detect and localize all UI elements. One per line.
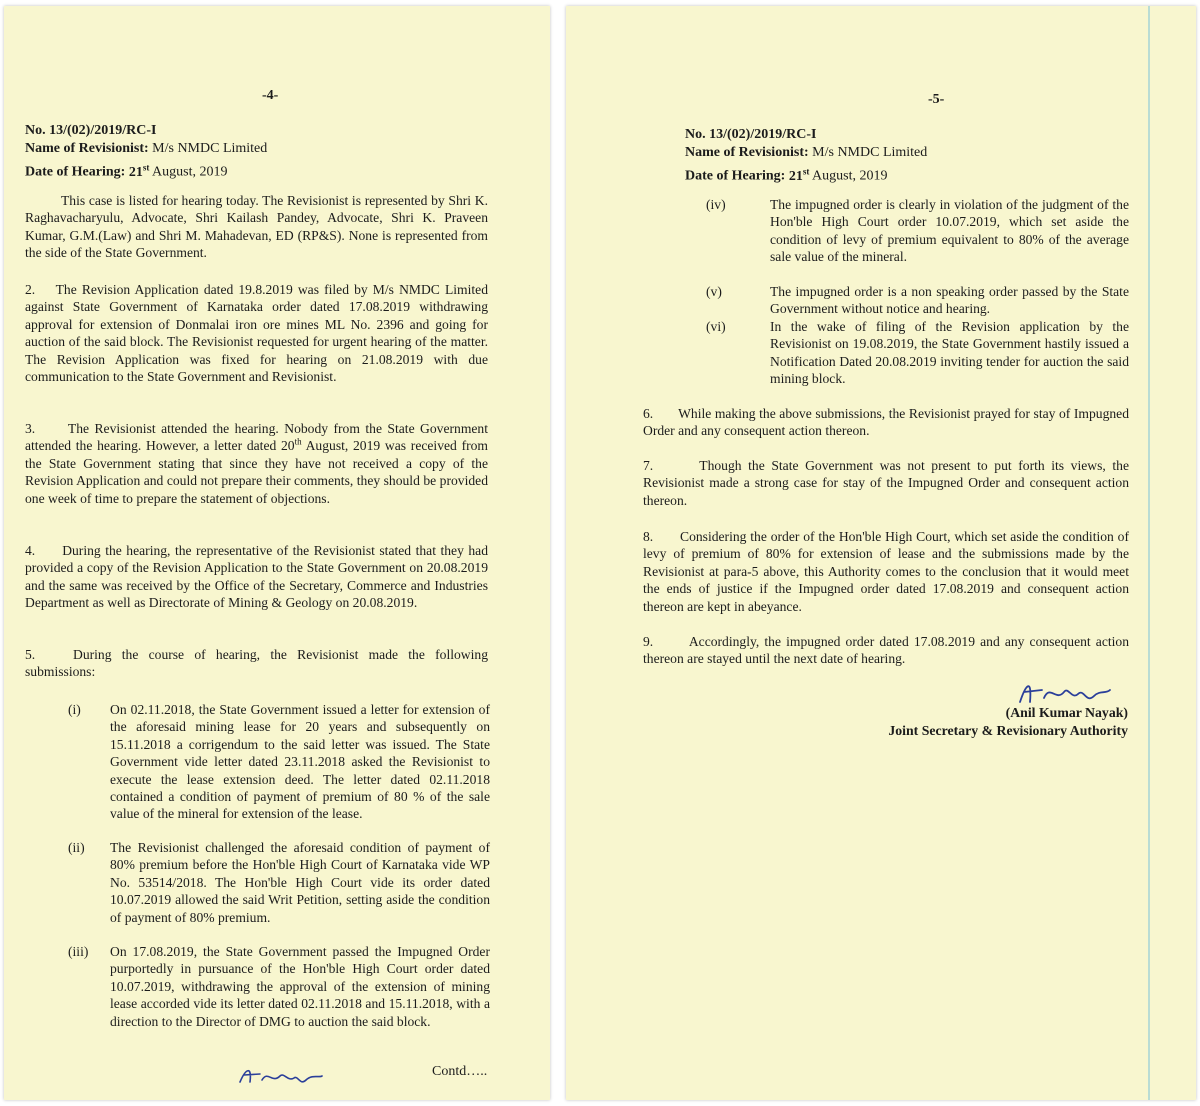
case-number: No. 13/(02)/2019/RC-I	[25, 123, 157, 138]
signature	[1014, 674, 1114, 708]
paragraph-4: 4. During the hearing, the representative of the Revisionist stated that they had provided a copy of the Revision Application to the State Government on 20.08.2019 and the same was received by the Office of the Secretary, Commerce and Industries Department as well as Directorate of Mining & Geology on 20.08.2019.	[25, 543, 489, 611]
signatory-title: Joint Secretary & Revisionary Authority	[888, 723, 1128, 738]
hearing-date-line: Date of Hearing: 21st August, 2019	[25, 162, 228, 180]
submission-item: (iv) The impugned order is clearly in violation of the judgment of the Hon'ble High Court order 10.07.2019, which set aside the condition of levy of premium equivalent to 80% of the average sale value of the mineral.	[706, 197, 1129, 265]
document-page-5	[566, 6, 1196, 1100]
case-header	[25, 122, 525, 182]
submission-item: (ii) The Revisionist challenged the aforesaid condition of payment of 80% premium before the Hon'ble High Court of Karnataka vide WP No. 53514/2018. The Hon'ble High Court vide its order dated 10.07.2019 allowed the said Writ Petition, setting aside the condition of payment of 80% premium.	[68, 840, 490, 925]
initials-signature	[236, 1062, 326, 1090]
paragraph-5: 5. During the course of hearing, the Revisionist made the following submissions:	[25, 647, 488, 680]
paragraph-3: 3. The Revisionist attended the hearing. Nobody from the State Government attended the hearing. However, a letter dated 20th August, 2019 was received from the State Government stating that since they have not received a copy of the Revision Application and could not prepare their comments, they should be provided one week of time to prepare the statement of objections.	[25, 421, 488, 506]
hearing-date-line: Date of Hearing: 21st August, 2019	[685, 166, 888, 184]
paragraph-9: 9. Accordingly, the impugned order dated 17.08.2019 and any consequent action thereon are stayed until the next date of hearing.	[643, 634, 1130, 667]
paragraph-2: 2. The Revision Application dated 19.8.2019 was filed by M/s NMDC Limited against State Government of Karnataka order dated 17.08.2019 withdrawing approval for extension of Donmalai iron ore mines ML No. 2396 and going for auction of the said block. The Revisionist requested for urgent hearing of the matter. The Revision Application was fixed for hearing on 21.08.2019 with due communication to the State Government and Revisionist.	[25, 282, 488, 385]
paragraph-7: 7. Though the State Government was not present to put forth its views, the Revisionist made a strong case for stay of the Impugned Order and consequent action thereon.	[643, 458, 1129, 508]
continued-note: Contd…..	[432, 1064, 488, 1079]
submission-item: (vi) In the wake of filing of the Revision application by the Revisionist on 19.08.2019, the State Government hastily issued a Notification Dated 20.08.2019 inviting tender for auction the said mining block.	[706, 319, 1129, 387]
revisionist-line: Name of Revisionist: M/s NMDC Limited	[685, 145, 928, 160]
intro-paragraph: This case is listed for hearing today. The Revisionist is represented by Shri K. Raghavacharyulu, Advocate, Shri Kailash Pandey, Advocate, Shri K. Praveen Kumar, G.M.(Law) and Shri M. Mahadevan, ED (RP&S). None is represented from the side of the State Government.	[25, 193, 488, 261]
submission-item: (iii) On 17.08.2019, the State Government passed the Impugned Order purportedly in pursuance of the Hon'ble High Court order dated 10.07.2019, withdrawing the approval of the extension of mining lease accorded vide its letter dated 02.11.2018 and 15.11.2018, with a direction to the Director of DMG to auction the said block.	[68, 944, 490, 1029]
submission-item: (i) On 02.11.2018, the State Government issued a letter for extension of the aforesaid mining lease for 20 years and subsequently on 15.11.2018 a corrigendum to the said letter was issued. The State Government vide letter dated 23.11.2018 asked the Revisionist to execute the lease extension deed. The letter dated 02.11.2018 contained a condition of payment of premium of 80 % of the sale value of the mineral for extension of the lease.	[68, 702, 490, 822]
page-number: -4-	[262, 88, 279, 103]
document-page-4	[4, 6, 550, 1100]
paragraph-6: 6. While making the above submissions, the Revisionist prayed for stay of Impugned Order and any consequent action thereon.	[643, 406, 1129, 439]
case-header	[685, 126, 1145, 186]
paragraph-8: 8. Considering the order of the Hon'ble High Court, which set aside the condition of levy of premium of 80% for extension of lease and the submissions made by the Revisionist at para-5 above, this Authority comes to the conclusion that it would meet the ends of justice if the Impugned order dated 17.08.2019 and consequent action thereon are kept in abeyance.	[643, 529, 1129, 614]
revisionist-line: Name of Revisionist: M/s NMDC Limited	[25, 141, 268, 156]
signatory-name: (Anil Kumar Nayak)	[1005, 705, 1128, 720]
submission-item: (v) The impugned order is a non speaking order passed by the State Government without notice and hearing.	[706, 284, 1129, 317]
signatory-block	[826, 704, 1128, 740]
page-edge-line	[1148, 6, 1150, 1100]
case-number: No. 13/(02)/2019/RC-I	[685, 127, 817, 142]
page-number: -5-	[928, 92, 945, 107]
